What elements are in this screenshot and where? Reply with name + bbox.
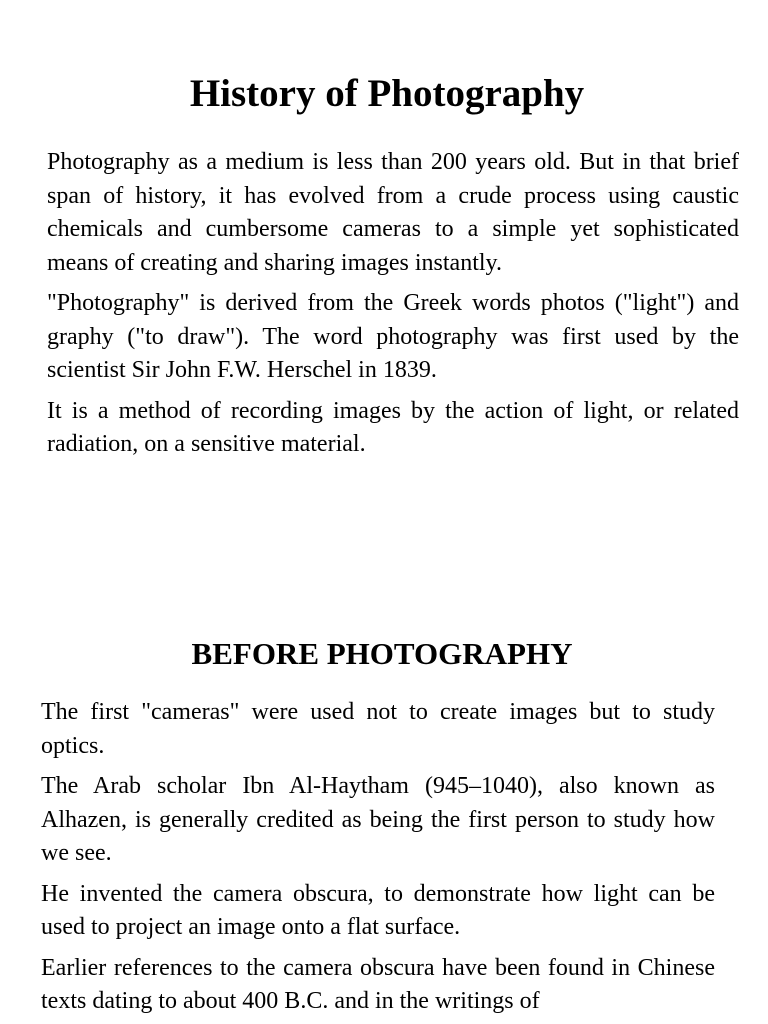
intro-section	[47, 68, 739, 469]
section-paragraph: The Arab scholar Ibn Al-Haytham (945–1040), also known as Alhazen, is generally credited as being the first person to study how we see.	[41, 773, 715, 866]
intro-paragraph: Photography as a medium is less than 200 years old. But in that brief span of history, it has evolved from a crude process using caustic chemicals and cumbersome cameras to a simple yet sophisticated means of creating and sharing images instantly.	[47, 149, 739, 276]
page-title: History of Photography	[189, 72, 585, 115]
section-paragraph: He invented the camera obscura, to demonstrate how light can be used to project an image onto a flat surface.	[41, 880, 715, 940]
section-heading: BEFORE PHOTOGRAPHY	[191, 636, 573, 671]
intro-paragraph: It is a method of recording images by the action of light, or related radiation, on a sensitive material.	[47, 397, 739, 457]
section-paragraph: The first "cameras" were used not to create images but to study optics.	[41, 699, 715, 759]
intro-paragraph: "Photography" is derived from the Greek words photos ("light") and graphy ("to draw"). The word photography was first used by the scientist Sir John F.W. Herschel in 1839.	[47, 290, 739, 383]
section-paragraph: Earlier references to the camera obscura have been found in Chinese texts dating to about 400 B.C. and in the writings of	[41, 954, 715, 1014]
before-photography-section	[41, 634, 715, 1024]
